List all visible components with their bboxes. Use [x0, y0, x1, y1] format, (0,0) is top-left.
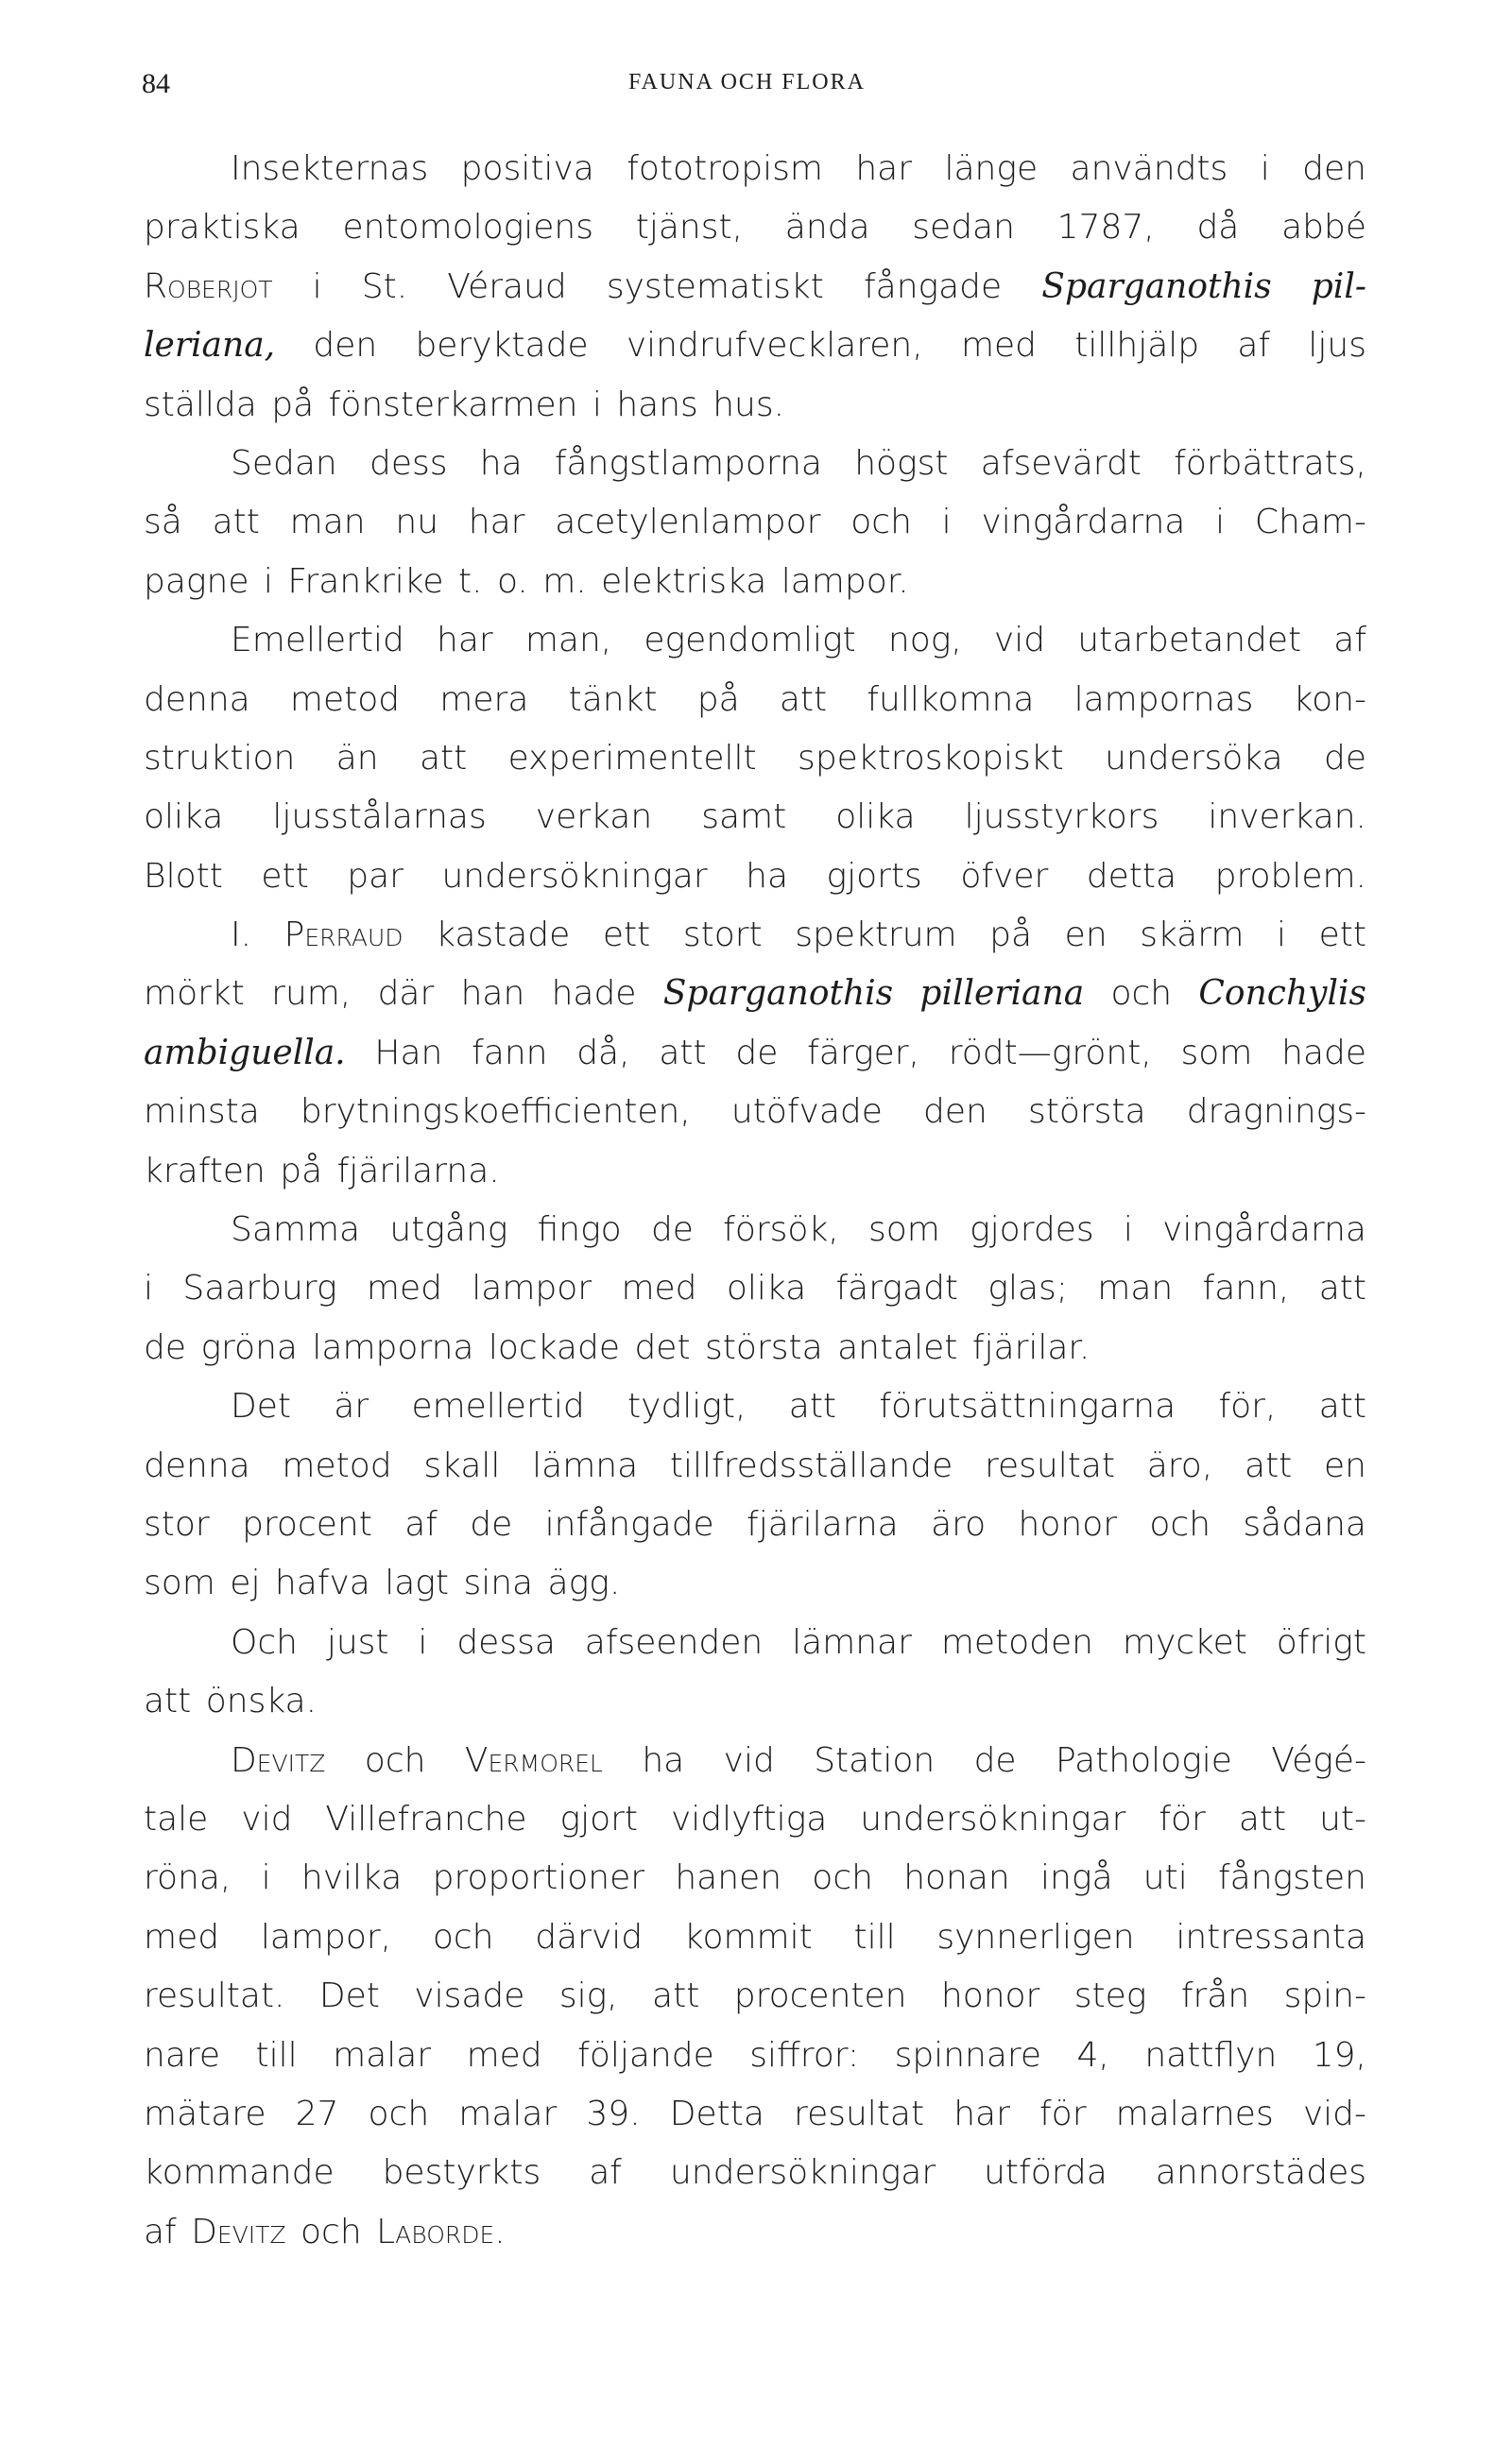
text-span: denna metod mera tänkt på att fullkomna lampornas kon-	[144, 679, 1366, 719]
text-line	[144, 1024, 1366, 1083]
text-line	[144, 435, 1366, 493]
person-name: Roberjot	[144, 266, 273, 306]
text-span: och	[325, 1740, 465, 1780]
text-span: Det är emellertid tydligt, att förutsättningarna för, att	[231, 1387, 1366, 1427]
text-line	[144, 376, 1366, 435]
text-span: Samma utgång fingo de försök, som gjordes i vingårdarna	[231, 1210, 1366, 1250]
text-span: som ej hafva lagt sina ägg.	[144, 1564, 621, 1603]
text-span: så att man nu har acetylenlampor och i vingårdarna i Cham-	[144, 503, 1366, 542]
text-line	[144, 847, 1366, 906]
text-span: minsta brytningskoefficienten, utöfvade den största dragnings-	[144, 1092, 1366, 1132]
species-name: Conchylis	[1198, 974, 1366, 1014]
text-line	[144, 1554, 1366, 1613]
text-line	[144, 1908, 1366, 1967]
text-span: Blott ett par undersökningar ha gjorts öfver detta problem.	[144, 856, 1366, 896]
text-line	[144, 1849, 1366, 1908]
text-span: Han fann då, att de färger, rödt—grönt, som hade	[345, 1033, 1366, 1072]
text-span: ställda på fönsterkarmen i hans hus.	[144, 385, 785, 424]
text-line	[144, 198, 1366, 257]
text-span: med lampor, och därvid kommit till synnerligen intressanta	[144, 1917, 1366, 1957]
text-line	[144, 611, 1366, 670]
species-name: Sparganothis pilleriana	[662, 974, 1085, 1014]
text-span: röna, i hvilka proportioner hanen och honan ingå uti fångsten	[144, 1858, 1366, 1898]
text-line	[144, 2144, 1366, 2202]
text-span: af	[144, 2212, 192, 2251]
text-span: stor procent af de infångade fjärilarna äro honor och sådana	[144, 1504, 1366, 1544]
text-line	[144, 1201, 1366, 1259]
text-span: denna metod skall lämna tillfredsställande resultat äro, att en	[144, 1446, 1366, 1485]
text-line	[144, 1732, 1366, 1790]
text-line	[144, 1672, 1366, 1731]
text-line	[144, 317, 1366, 375]
species-name: ambiguella.	[144, 1033, 346, 1072]
text-span: och	[285, 2212, 377, 2251]
text-line	[144, 1319, 1366, 1377]
text-line	[144, 1142, 1366, 1201]
text-span: pagne i Frankrike t. o. m. elektriska lampor.	[144, 561, 909, 601]
text-line	[144, 1437, 1366, 1496]
text-span: mätare 27 och malar 39. Detta resultat har för malarnes vid-	[144, 2094, 1366, 2133]
person-name: Devitz	[191, 2212, 286, 2251]
person-name: Perraud	[283, 915, 404, 955]
text-span: kastade ett stort spektrum på en skärm i ett	[403, 915, 1366, 955]
text-span: Insekternas positiva fototropism har länge användts i den	[231, 149, 1366, 188]
text-line	[144, 2203, 1366, 2262]
text-line	[144, 788, 1366, 847]
text-span: struktion än att experimentellt spektroskopiskt undersöka de	[144, 738, 1366, 778]
text-line	[144, 2027, 1366, 2085]
text-span: de gröna lamporna lockade det största antalet fjärilar.	[144, 1327, 1090, 1367]
text-span: i Saarburg med lampor med olika färgadt glas; man fann, att	[144, 1269, 1366, 1309]
text-line	[144, 1259, 1366, 1318]
text-line	[144, 1790, 1366, 1849]
text-line	[144, 906, 1366, 965]
text-line	[144, 258, 1366, 317]
species-name: Sparganothis pil-	[1041, 266, 1366, 306]
person-name: Laborde.	[376, 2212, 506, 2251]
text-span: olika ljusstålarnas verkan samt olika ljusstyrkors inverkan.	[144, 797, 1366, 837]
text-line	[144, 965, 1366, 1023]
text-span: praktiska entomologiens tjänst, ända sedan 1787, då abbé	[144, 208, 1366, 248]
text-line	[144, 1496, 1366, 1554]
text-line	[144, 140, 1366, 198]
text-span: att önska.	[144, 1682, 318, 1721]
text-span: den beryktade vindrufvecklaren, med tillhjälp af ljus	[275, 326, 1366, 366]
running-title: FAUNA OCH FLORA	[628, 70, 866, 94]
text-span: Emellertid har man, egendomligt nog, vid utarbetandet af	[231, 621, 1366, 660]
text-line	[144, 729, 1366, 788]
text-line	[144, 493, 1366, 552]
text-line	[144, 1083, 1366, 1141]
species-name: leriana,	[144, 326, 276, 366]
text-span: Sedan dess ha fångstlamporna högst afsevärdt förbättrats,	[231, 443, 1366, 483]
person-name: Devitz	[231, 1740, 326, 1780]
text-span: nare till malar med följande siffror: spinnare 4, nattflyn 19,	[144, 2035, 1366, 2075]
text-span: kommande bestyrkts af undersökningar utförda annorstädes	[144, 2153, 1366, 2193]
text-span: Och just i dessa afseenden lämnar metoden mycket öfrigt	[231, 1622, 1366, 1662]
text-span: mörkt rum, där han hade	[144, 974, 663, 1014]
text-span: I.	[231, 915, 284, 955]
text-line	[144, 1614, 1366, 1672]
text-span: och	[1084, 974, 1199, 1014]
text-span: kraften på fjärilarna.	[144, 1151, 500, 1190]
text-span: resultat. Det visade sig, att procenten honor steg från spin-	[144, 1976, 1366, 2016]
person-name: Vermorel	[464, 1740, 603, 1780]
body-text	[144, 140, 1366, 2262]
text-span: i St. Véraud systematiskt fångade	[272, 266, 1042, 306]
text-span: ha vid Station de Pathologie Végé-	[602, 1740, 1366, 1780]
text-line	[144, 1967, 1366, 2026]
text-line	[144, 1377, 1366, 1436]
page-number: 84	[142, 68, 170, 99]
text-line	[144, 2085, 1366, 2144]
text-span: tale vid Villefranche gjort vidlyftiga undersökningar för att ut-	[144, 1799, 1366, 1839]
text-line	[144, 671, 1366, 729]
text-line	[144, 553, 1366, 611]
